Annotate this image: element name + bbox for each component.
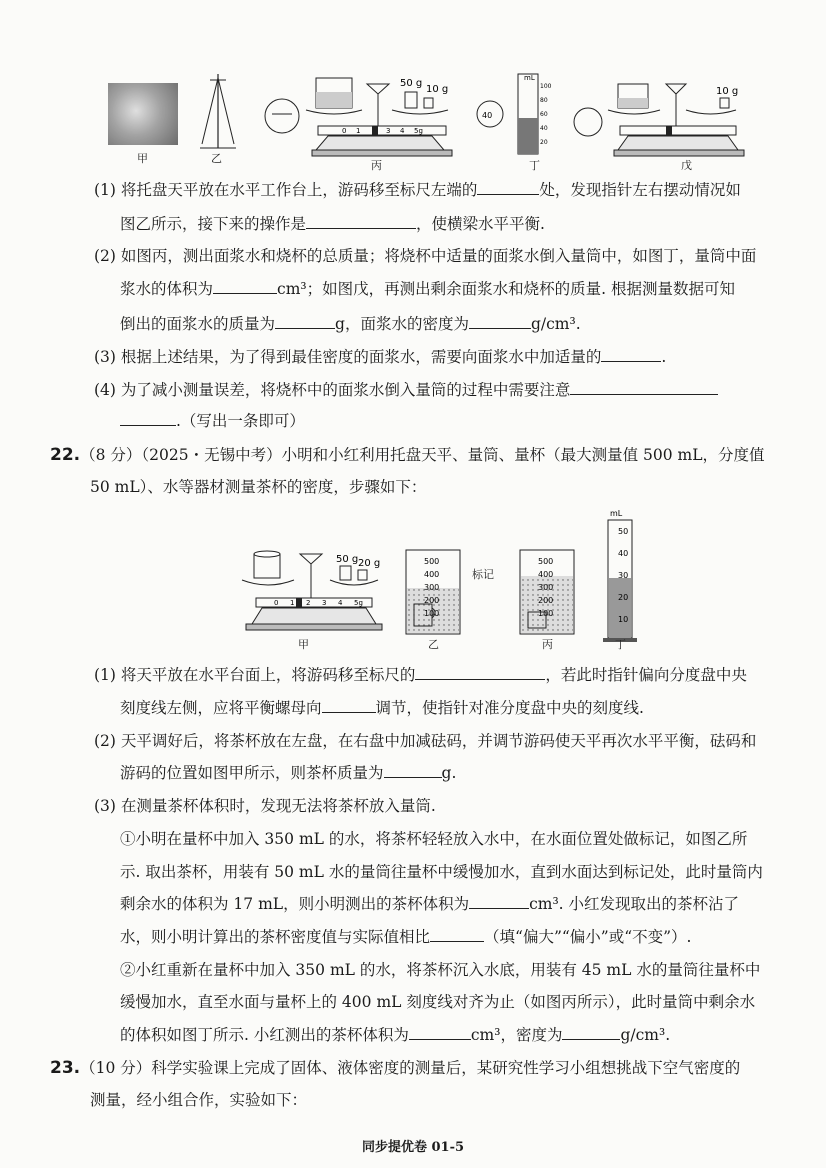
q21-p1-line2: [120, 214, 545, 234]
svg-text:mL: mL: [524, 74, 535, 82]
q22-fig-label-yi: 乙: [428, 638, 439, 651]
q22-s2-line1: ②小红重新在量杯中加入 350 mL 的水，将茶杯沉入水底，用装有 45 mL 水的量筒往量杯中: [120, 961, 761, 979]
cylinder-tick-label: 60: [540, 111, 548, 118]
cylinder-tick-label: 10: [618, 615, 629, 624]
cup-tick-label: 300: [424, 583, 440, 592]
q21-p4-text-b: .（写出一条即可）: [176, 412, 305, 430]
q22-p2-text-b: 游码的位置如图甲所示，则茶杯质量为: [120, 764, 384, 782]
cylinder-tick-label: 30: [618, 571, 629, 580]
q22-p2-text-c: g.: [441, 764, 457, 782]
q21-p3-text-a: (3) 根据上述结果，为了得到最佳密度的面浆水，需要向面浆水中加适量的: [94, 348, 602, 366]
fig-label-wu: 戊: [681, 159, 692, 172]
q22-s1-text-f: （填“偏大”“偏小”或“不变”）.: [484, 928, 692, 946]
q21-p2-text-c: cm³；如图戊，再测出剩余面浆水和烧杯的质量. 根据测量数据可知: [277, 280, 735, 298]
q21-p4-line1: [94, 380, 718, 400]
q22-blank-1[interactable]: [415, 665, 545, 680]
q22-cylinder-ding: [600, 506, 640, 644]
cylinder-tick-label: 40: [618, 549, 629, 558]
q22-s2-line3: [120, 1025, 670, 1045]
q21-blank-3[interactable]: [213, 279, 277, 294]
cylinder-tick-label: 80: [540, 97, 548, 104]
q21-blank-8[interactable]: [120, 411, 176, 426]
balance-wu: [570, 70, 750, 162]
q22-cup-bing: [516, 548, 578, 636]
q22-s1-line4: [120, 927, 692, 947]
q21-p2-text-d: 倒出的面浆水的质量为: [120, 315, 276, 333]
q22-blank-6[interactable]: [409, 1025, 471, 1040]
cup-tick-label: 100: [424, 609, 440, 618]
q22-cup-yi: [402, 548, 464, 636]
cup-tick-label: 500: [424, 557, 440, 566]
svg-text:5g: 5g: [414, 127, 423, 135]
cylinder-tick-label: 100: [540, 83, 552, 90]
q21-blank-4[interactable]: [275, 314, 335, 329]
fig-label-jia: 甲: [137, 152, 148, 165]
fig-label-yi: 乙: [211, 152, 222, 165]
q23-line1: [50, 1058, 740, 1078]
q22-fig-label-bing: 丙: [542, 638, 553, 651]
q22-intro-a: （8 分）（2025・无锡中考）小明和小红利用托盘天平、量筒、量杯（最大测量值 500 mL，分度值: [80, 446, 765, 464]
svg-text:3: 3: [386, 127, 391, 135]
svg-text:0: 0: [342, 127, 347, 135]
scale-tick-label: 1: [290, 599, 295, 607]
q22-intro-line1: [50, 445, 765, 465]
weight-50g-label: 50 g: [400, 78, 423, 89]
q22-blank-3[interactable]: [384, 763, 442, 778]
q22-s2-line2: 缓慢加水，直至水面与量杯上的 400 mL 刻度线对齐为止（如图丙所示），此时量筒中剩余水: [120, 993, 756, 1011]
svg-text:mL: mL: [610, 509, 623, 518]
photo-dough: [108, 83, 178, 145]
q22-p2-line2: [120, 763, 456, 783]
q21-p4-line2: [120, 411, 305, 431]
cup-tick-label: 200: [538, 596, 554, 605]
q22-p1-line2: [120, 698, 644, 718]
cup-tick-label: 300: [538, 583, 554, 592]
q21-p1-line1: [94, 180, 741, 200]
q22-mark-label: 标记: [472, 568, 494, 581]
q22-s1-line1: ①小明在量杯中加入 350 mL 的水，将茶杯轻轻放入水中，在水面位置处做标记，如图乙所: [120, 830, 748, 848]
scale-tick-label: 5g: [354, 599, 363, 607]
q21-blank-7[interactable]: [570, 380, 718, 395]
q22-p1-text-c: 刻度线左侧，应将平衡螺母向: [120, 699, 322, 717]
q22-blank-7[interactable]: [562, 1025, 620, 1040]
q22-p1-text-d: 调节，使指针对准分度盘中央的刻度线.: [375, 699, 644, 717]
cup-tick-label: 200: [424, 596, 440, 605]
scale-tick-label: 0: [274, 599, 279, 607]
q21-p3-text-b: .: [661, 348, 667, 366]
q22-s2-text-c: 的体积如图丁所示. 小红测出的茶杯体积为: [120, 1026, 409, 1044]
q22-blank-5[interactable]: [430, 927, 484, 942]
q21-p2-line1: (2) 如图丙，测出面浆水和烧杯的总质量；将烧杯中适量的面浆水倒入量筒中，如图丁，量筒中面: [94, 247, 757, 265]
q23-line2: 测量，经小组合作，实验如下：: [90, 1091, 308, 1109]
q22-s2-text-e: g/cm³.: [620, 1026, 671, 1044]
cup-tick-label: 400: [538, 570, 554, 579]
q22-fig-label-ding: 丁: [615, 638, 626, 651]
scale-tick-label: 4: [338, 599, 343, 607]
q21-p2-text-b: 浆水的体积为: [120, 280, 214, 298]
q21-p4-text-a: (4) 为了减小测量误差，将烧杯中的面浆水倒入量筒的过程中需要注意: [94, 381, 571, 399]
svg-text:1: 1: [356, 127, 361, 135]
fig-label-ding: 丁: [529, 159, 540, 172]
q22-p1-line1: [94, 665, 747, 685]
fig-label-bing: 丙: [371, 159, 382, 172]
svg-text:4: 4: [400, 127, 405, 135]
q21-p2-text-e: g，面浆水的密度为: [335, 315, 469, 333]
q21-blank-2[interactable]: [306, 214, 416, 229]
q22-s1-line3: [120, 894, 739, 914]
q21-p1-text-d: ，使横梁水平平衡.: [416, 215, 545, 233]
cylinder-tick-label: 20: [618, 593, 629, 602]
q22-balance-jia: [236, 548, 386, 640]
q21-blank-6[interactable]: [601, 347, 661, 362]
q22-number: 22.: [50, 445, 81, 465]
cylinder-ding: [476, 68, 552, 158]
q21-p2-line2: [120, 279, 735, 299]
weight-10g-wu-label: 10 g: [716, 86, 739, 97]
q21-p1-text-b: 处，发现指针左右摆动情况如: [539, 181, 741, 199]
q22-s2-text-d: cm³，密度为: [470, 1026, 563, 1044]
q22-s1-text-c: 剩余水的体积为 17 mL，则小明测出的茶杯体积为: [120, 895, 470, 913]
weight-label: 50 g: [336, 554, 359, 565]
q21-p2-line3: [120, 314, 581, 334]
q23-number: 23.: [50, 1058, 81, 1078]
balance-bing: [262, 70, 467, 162]
cylinder-tick-label: 40: [540, 125, 548, 132]
weight-label: 20 g: [358, 558, 381, 569]
pointer-diagram: [196, 70, 240, 152]
cup-tick-label: 500: [538, 557, 554, 566]
scale-tick-label: 2: [306, 599, 311, 607]
q21-p2-text-f: g/cm³.: [530, 315, 581, 333]
q22-p2-line1: (2) 天平调好后，将茶杯放在左盘，在右盘中加减砝码，并调节游码使天平再次水平平衡，砝码和: [94, 732, 757, 750]
q21-p1-text-a: (1) 将托盘天平放在水平工作台上，游码移至标尺左端的: [94, 181, 478, 199]
cylinder-tick-label: 20: [540, 139, 548, 146]
cup-tick-label: 400: [424, 570, 440, 579]
q22-fig-label-jia: 甲: [298, 638, 309, 651]
q22-s1-line2: 示. 取出茶杯，用装有 50 mL 水的量筒往量杯中缓慢加水，直到水面达到标记处，此时量筒内: [120, 863, 763, 881]
q22-p1-text-b: ，若此时指针偏向分度盘中央: [545, 666, 747, 684]
cup-tick-label: 100: [538, 609, 554, 618]
q21-p3: [94, 347, 666, 367]
q23-text-a: （10 分）科学实验课上完成了固体、液体密度的测量后，某研究性学习小组想挑战下空气密度的: [80, 1059, 741, 1077]
weight-10g-label: 10 g: [426, 84, 449, 95]
q22-blank-4[interactable]: [469, 894, 529, 909]
q21-blank-1[interactable]: [477, 180, 539, 195]
q22-blank-2[interactable]: [322, 698, 376, 713]
page-footer: 同步提优卷 01-5: [361, 1140, 465, 1155]
zoom-reading: 40: [482, 111, 493, 120]
q21-blank-5[interactable]: [469, 314, 531, 329]
q22-s1-text-e: 水，则小明计算出的茶杯密度值与实际值相比: [120, 928, 431, 946]
q22-p1-text-a: (1) 将天平放在水平台面上，将游码移至标尺的: [94, 666, 416, 684]
scale-tick-label: 3: [322, 599, 327, 607]
q22-intro-line2: 50 mL）、水等器材测量茶杯的密度，步骤如下：: [90, 478, 427, 496]
q21-p1-text-c: 图乙所示，接下来的操作是: [120, 215, 307, 233]
q22-s1-text-d: cm³. 小红发现取出的茶杯沾了: [529, 895, 740, 913]
q22-p3: (3) 在测量茶杯体积时，发现无法将茶杯放入量筒.: [94, 797, 436, 815]
cylinder-tick-label: 50: [618, 527, 629, 536]
